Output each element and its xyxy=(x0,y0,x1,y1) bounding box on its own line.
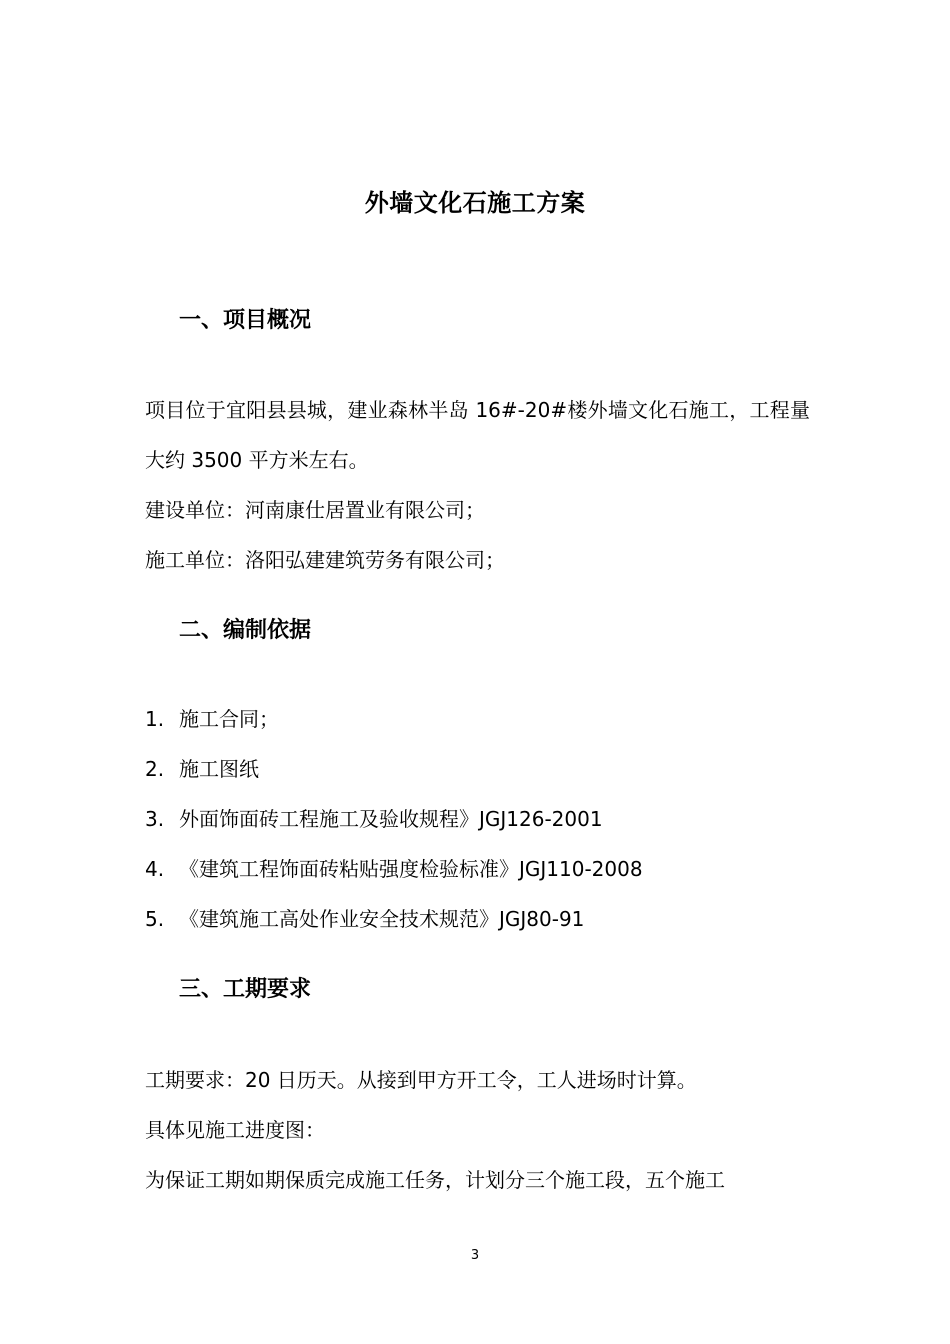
paragraph-duration: 工期要求：20 日历天。从接到甲方开工令，工人进场时计算。 xyxy=(145,1068,697,1092)
list-item-text: 外面饰面砖工程施工及验收规程》JGJ126-2001 xyxy=(179,807,603,831)
section-heading-schedule: 三、工期要求 xyxy=(179,977,312,1002)
list-item-text: 《建筑施工高处作业安全技术规范》JGJ80-91 xyxy=(179,907,585,931)
list-item-text: 施工图纸 xyxy=(179,757,259,781)
list-item-number: 2. xyxy=(145,757,165,781)
page-number: 3 xyxy=(470,1248,480,1263)
list-item-text: 施工合同； xyxy=(179,707,279,731)
list-item xyxy=(145,755,810,783)
list-item xyxy=(145,905,810,933)
document-title: 外墙文化石施工方案 xyxy=(364,189,586,217)
paragraph-contractor: 施工单位：洛阳弘建建筑劳务有限公司； xyxy=(145,548,505,572)
list-item-number: 5. xyxy=(145,907,165,931)
paragraph-schedule-reference: 具体见施工进度图： xyxy=(145,1118,325,1142)
list-item-number: 1. xyxy=(145,707,165,731)
paragraph-project-overview: 项目位于宜阳县县城，建业森林半岛 16#-20#楼外墙文化石施工，工程量大约 3500 平方米左右。 xyxy=(145,398,810,472)
list-item-number: 4. xyxy=(145,857,165,881)
section-heading-basis: 二、编制依据 xyxy=(179,618,312,643)
list-item-text: 《建筑工程饰面砖粘贴强度检验标准》JGJ110-2008 xyxy=(179,857,643,881)
list-item xyxy=(145,705,810,733)
paragraph-plan: 为保证工期如期保质完成施工任务，计划分三个施工段，五个施工 xyxy=(145,1168,725,1192)
paragraph-owner: 建设单位：河南康仕居置业有限公司； xyxy=(145,498,485,522)
section-heading-project-overview: 一、项目概况 xyxy=(179,308,312,333)
list-item-number: 3. xyxy=(145,807,165,831)
list-item xyxy=(145,855,810,883)
list-item xyxy=(145,805,810,833)
